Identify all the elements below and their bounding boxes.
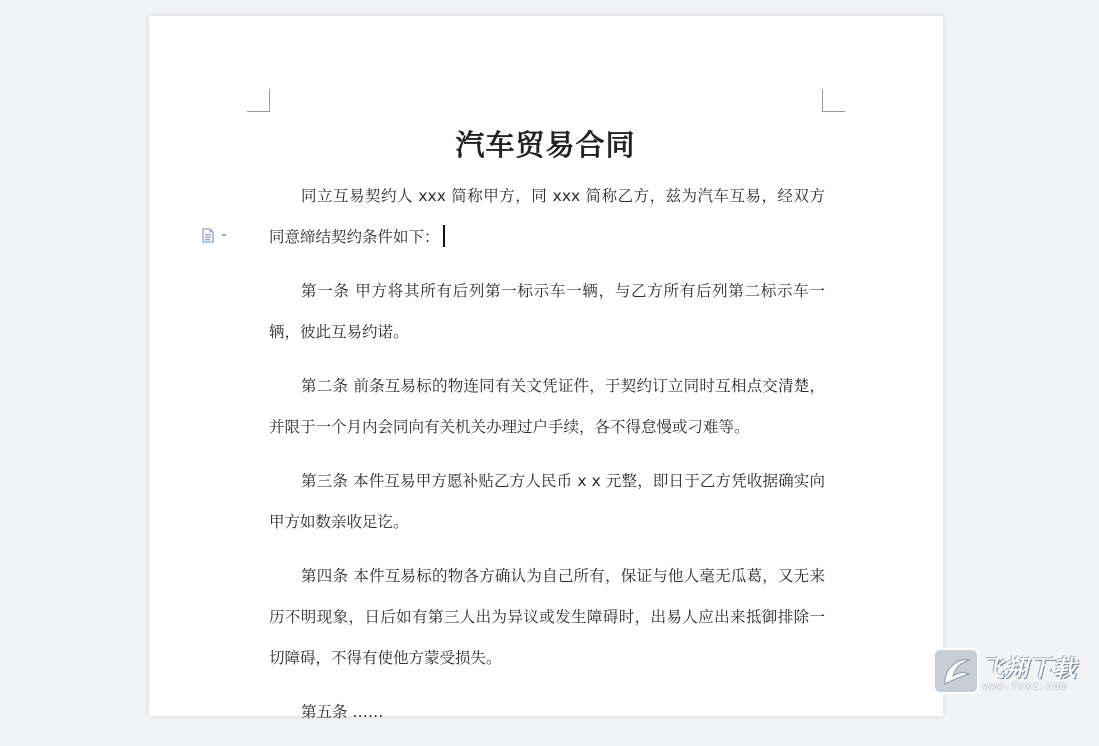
paragraph-article-2[interactable]: 第二条 前条互易标的物连同有关文凭证件，于契约订立同时互相点交清楚，并限于一个月内会同向有关机关办理过户手续，各不得怠慢或刁难等。 bbox=[269, 377, 825, 436]
document-body[interactable] bbox=[269, 176, 825, 746]
text-cursor bbox=[443, 225, 445, 247]
margin-corner-top-left bbox=[247, 89, 270, 112]
paragraph-article-3[interactable]: 第三条 本件互易甲方愿补贴乙方人民币 x x 元整，即日于乙方凭收据确实向甲方如数亲收足讫。 bbox=[269, 472, 825, 531]
margin-corner-top-right bbox=[822, 89, 845, 112]
paragraph-article-5[interactable]: 第五条 …… bbox=[301, 703, 384, 721]
paragraph-handle[interactable] bbox=[202, 228, 232, 244]
paragraph-intro[interactable] bbox=[269, 176, 825, 258]
document-page[interactable] bbox=[149, 16, 943, 721]
document-title[interactable]: 汽车贸易合同 bbox=[455, 128, 636, 162]
caret-down-icon bbox=[221, 234, 227, 237]
watermark bbox=[933, 648, 1089, 694]
paragraph-article-4[interactable]: 第四条 本件互易标的物各方确认为自己所有，保证与他人毫无瓜葛，又无来历不明现象，日后如有第三人出为异议或发生障碍时，出易人应出来抵御排除一切障碍，不得有使他方蒙受损失。 bbox=[269, 567, 825, 667]
watermark-url: www.fxxz.com bbox=[983, 681, 1068, 692]
watermark-brand: 飞翔下载 bbox=[981, 656, 1077, 682]
paragraph-text: 同立互易契约人 xxx 简称甲方，同 xxx 简称乙方，兹为汽车互易，经双方同意缔结契约条件如下： bbox=[269, 187, 825, 246]
feixiang-logo-icon bbox=[933, 648, 979, 694]
document-icon bbox=[202, 228, 232, 244]
paragraph-article-1[interactable]: 第一条 甲方将其所有后列第一标示车一辆，与乙方所有后列第二标示车一辆，彼此互易约诺。 bbox=[269, 282, 825, 341]
